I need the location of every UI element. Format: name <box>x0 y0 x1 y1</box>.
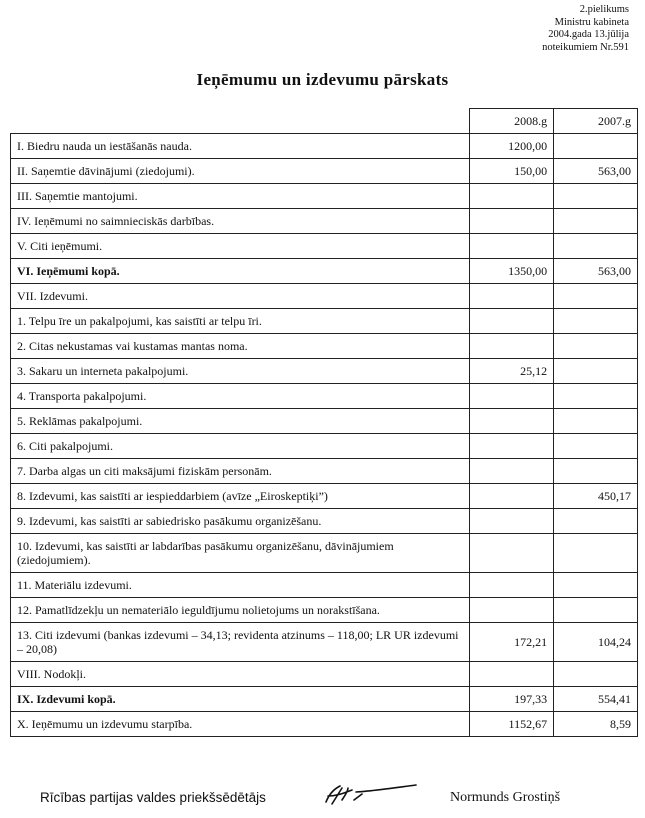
row-label: 13. Citi izdevumi (bankas izdevumi – 34,13; revidenta atzinums – 118,00; LR UR izdevumi – 20,08) <box>11 623 470 662</box>
value-2007 <box>554 384 638 409</box>
row-label: 1. Telpu īre un pakalpojumi, kas saistīti ar telpu īri. <box>11 309 470 334</box>
value-2007 <box>554 334 638 359</box>
appendix-line: noteikumiem Nr.591 <box>542 41 629 53</box>
value-2008: 1350,00 <box>470 259 554 284</box>
table-row <box>11 573 638 598</box>
value-2007 <box>554 134 638 159</box>
row-label: V. Citi ieņēmumi. <box>11 234 470 259</box>
row-label: VI. Ieņēmumi kopā. <box>11 259 470 284</box>
column-header-2007: 2007.g <box>554 109 638 134</box>
value-2007 <box>554 662 638 687</box>
signer-name: Normunds Grostiņš <box>450 790 561 805</box>
table-row <box>11 159 638 184</box>
row-label: 3. Sakaru un interneta pakalpojumi. <box>11 359 470 384</box>
row-label: 4. Transporta pakalpojumi. <box>11 384 470 409</box>
table-row <box>11 712 638 737</box>
row-label: 10. Izdevumi, kas saistīti ar labdarības pasākumu organizēšanu, dāvinājumiem (ziedojumiem). <box>11 534 470 573</box>
table-row <box>11 234 638 259</box>
value-2008: 1200,00 <box>470 134 554 159</box>
value-2008: 25,12 <box>470 359 554 384</box>
header-blank <box>11 109 470 134</box>
table-row <box>11 434 638 459</box>
value-2008 <box>470 598 554 623</box>
value-2007 <box>554 434 638 459</box>
table-row <box>11 309 638 334</box>
row-label: 2. Citas nekustamas vai kustamas mantas noma. <box>11 334 470 359</box>
value-2007 <box>554 598 638 623</box>
row-label: I. Biedru nauda un iestāšanās nauda. <box>11 134 470 159</box>
table-row <box>11 384 638 409</box>
value-2008 <box>470 334 554 359</box>
value-2008 <box>470 184 554 209</box>
value-2007 <box>554 573 638 598</box>
report-table <box>10 108 638 737</box>
value-2008: 172,21 <box>470 623 554 662</box>
value-2008 <box>470 234 554 259</box>
table-row <box>11 334 638 359</box>
value-2007 <box>554 209 638 234</box>
row-label: 8. Izdevumi, kas saistīti ar iespieddarbiem (avīze „Eiroskeptiķi”) <box>11 484 470 509</box>
row-label: II. Saņemtie dāvinājumi (ziedojumi). <box>11 159 470 184</box>
row-label: 12. Pamatlīdzekļu un nemateriālo ieguldījumu nolietojums un norakstīšana. <box>11 598 470 623</box>
table-row <box>11 484 638 509</box>
value-2007 <box>554 309 638 334</box>
value-2007 <box>554 534 638 573</box>
appendix-line: 2004.gada 13.jūlija <box>548 29 629 40</box>
value-2008 <box>470 309 554 334</box>
row-label: X. Ieņēmumu un izdevumu starpība. <box>11 712 470 737</box>
row-label: IX. Izdevumi kopā. <box>11 687 470 712</box>
table-header-row <box>11 109 638 134</box>
value-2007: 8,59 <box>554 712 638 737</box>
table-row <box>11 259 638 284</box>
footer <box>0 782 645 812</box>
value-2008: 197,33 <box>470 687 554 712</box>
table-row <box>11 662 638 687</box>
appendix-note <box>542 4 629 54</box>
value-2007: 104,24 <box>554 623 638 662</box>
row-label: IV. Ieņēmumi no saimnieciskās darbības. <box>11 209 470 234</box>
value-2008 <box>470 384 554 409</box>
value-2008 <box>470 484 554 509</box>
value-2008 <box>470 209 554 234</box>
row-label: 5. Reklāmas pakalpojumi. <box>11 409 470 434</box>
row-label: VIII. Nodokļi. <box>11 662 470 687</box>
value-2007: 563,00 <box>554 159 638 184</box>
value-2007 <box>554 509 638 534</box>
table-row <box>11 409 638 434</box>
table-row <box>11 184 638 209</box>
table-row <box>11 534 638 573</box>
value-2008: 1152,67 <box>470 712 554 737</box>
table-row <box>11 359 638 384</box>
signature-image <box>318 782 418 812</box>
table-row <box>11 598 638 623</box>
value-2008 <box>470 662 554 687</box>
row-label: 7. Darba algas un citi maksājumi fiziskām personām. <box>11 459 470 484</box>
value-2007 <box>554 459 638 484</box>
value-2007: 450,17 <box>554 484 638 509</box>
value-2007: 563,00 <box>554 259 638 284</box>
table-row <box>11 687 638 712</box>
value-2008 <box>470 434 554 459</box>
table-row <box>11 623 638 662</box>
table-row <box>11 284 638 309</box>
value-2007 <box>554 359 638 384</box>
value-2008 <box>470 509 554 534</box>
table-row <box>11 134 638 159</box>
value-2008 <box>470 573 554 598</box>
value-2008 <box>470 409 554 434</box>
value-2007: 554,41 <box>554 687 638 712</box>
appendix-line: 2.pielikums <box>579 4 629 15</box>
row-label: 11. Materiālu izdevumi. <box>11 573 470 598</box>
row-label: 9. Izdevumi, kas saistīti ar sabiedrisko pasākumu organizēšanu. <box>11 509 470 534</box>
value-2007 <box>554 184 638 209</box>
table-row <box>11 509 638 534</box>
value-2008 <box>470 534 554 573</box>
value-2007 <box>554 284 638 309</box>
appendix-line: Ministru kabineta <box>554 16 629 28</box>
value-2008 <box>470 459 554 484</box>
page-title: Ieņēmumu un izdevumu pārskats <box>196 70 449 89</box>
value-2008 <box>470 284 554 309</box>
row-label: 6. Citi pakalpojumi. <box>11 434 470 459</box>
table-row <box>11 459 638 484</box>
row-label: VII. Izdevumi. <box>11 284 470 309</box>
value-2007 <box>554 409 638 434</box>
column-header-2008: 2008.g <box>470 109 554 134</box>
value-2007 <box>554 234 638 259</box>
value-2008: 150,00 <box>470 159 554 184</box>
row-label: III. Saņemtie mantojumi. <box>11 184 470 209</box>
table-row <box>11 209 638 234</box>
signer-position: Rīcības partijas valdes priekšsēdētājs <box>40 790 266 805</box>
